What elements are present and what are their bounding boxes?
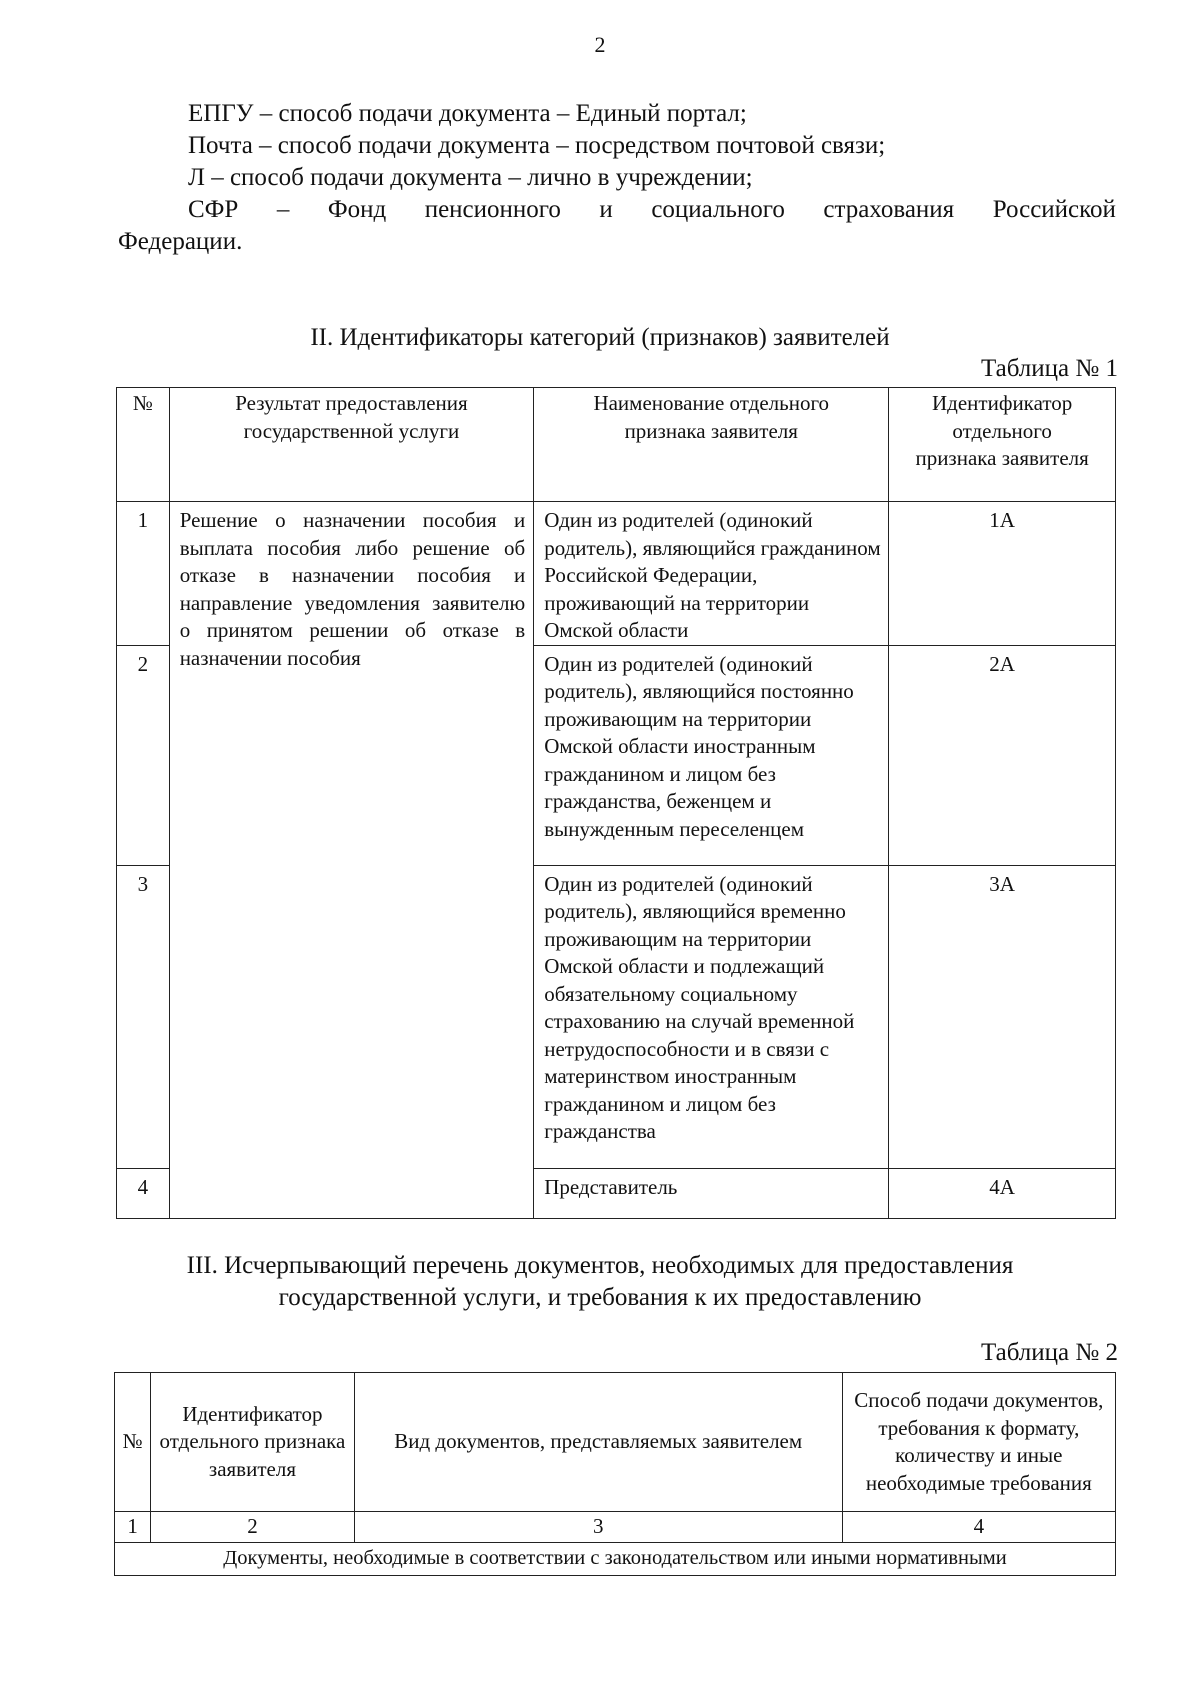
applicant-name-cell: Представитель [534,1168,889,1218]
row-num: 2 [117,645,170,865]
column-number: 1 [115,1512,151,1543]
column-number: 3 [354,1512,842,1543]
table-header-row [115,1373,1116,1512]
page-number: 2 [594,32,606,57]
sfr-word: – [276,196,290,223]
applicant-name-cell: Один из родителей (одинокий родитель), являющийся постоянно проживающим на территории Омской области иностранным гражданином и лицом без гражданства, беженцем и вынужденным переселенцем [534,645,889,865]
section-3-title-line-2: государственной услуги, и требования к их предоставлению [278,1284,922,1311]
span-row-text: Документы, необходимые в соответствии с законодательством или иными нормативными [115,1543,1116,1576]
abbreviations-list [118,98,1116,258]
section-2-title: II. Идентификаторы категорий (признаков) заявителей [310,324,890,351]
sfr-word: СФР [188,196,239,223]
row-num: 4 [117,1168,170,1218]
abbrev-epgu: ЕПГУ – способ подачи документа – Единый портал; [188,100,747,127]
header-id: Идентификатор отдельного признака заявителя [151,1373,355,1512]
abbrev-pochta: Почта – способ подачи документа – посредством почтовой связи; [188,132,886,159]
abbrev-sfr-first-line [188,194,1116,226]
row-num: 1 [117,502,170,646]
applicant-name-cell: Один из родителей (одинокий родитель), являющийся гражданином Российской Федерации, проживающий на территории Омской области [534,502,889,646]
abbrev-sfr-continuation: Федерации. [118,228,243,255]
column-numbers-row [115,1512,1116,1543]
table-2-caption: Таблица № 2 [980,1339,1118,1366]
header-num: № [117,388,170,502]
section-3-title [0,1250,1200,1314]
sfr-word: страхования [823,196,955,223]
sfr-word: социального [651,196,785,223]
applicant-id-cell: 2А [889,645,1116,865]
header-id: Идентификатор отдельного признака заявителя [889,388,1116,502]
header-num: № [115,1373,151,1512]
span-row [115,1543,1116,1576]
header-docs: Вид документов, представляемых заявителем [354,1373,842,1512]
abbrev-sfr [118,194,1116,258]
sfr-word: пенсионного [424,196,561,223]
abbrev-l: Л – способ подачи документа – лично в учреждении; [188,164,753,191]
table-1-caption: Таблица № 1 [980,355,1118,382]
section-3-title-line-1: III. Исчерпывающий перечень документов, необходимых для предоставления [186,1252,1014,1279]
table-row [117,502,1116,646]
header-result: Результат предоставления государственной услуги [169,388,534,502]
result-cell: Решение о назначении пособия и выплата пособия либо решение об отказе в назначении пособия и направление уведомления заявителю о принятом решении об отказе в назначении пособия [169,502,534,1219]
header-name: Наименование отдельного признака заявителя [534,388,889,502]
applicant-id-cell: 4А [889,1168,1116,1218]
column-number: 2 [151,1512,355,1543]
column-number: 4 [842,1512,1115,1543]
row-num: 3 [117,865,170,1168]
applicant-id-cell: 1А [889,502,1116,646]
documents-table [114,1372,1116,1576]
applicant-id-cell: 3А [889,865,1116,1168]
sfr-word: Российской [992,196,1116,223]
applicant-categories-table [116,387,1116,1219]
sfr-word: и [599,196,613,223]
header-method: Способ подачи документов, требования к формату, количеству и иные необходимые требования [842,1373,1115,1512]
applicant-name-cell: Один из родителей (одинокий родитель), являющийся временно проживающим на территории Омской области и подлежащий обязательному социальному страхованию на случай временной нетрудоспособности и в связи с материнством иностранным гражданином и лицом без гражданства [534,865,889,1168]
table-header-row [117,388,1116,502]
sfr-word: Фонд [327,196,387,223]
